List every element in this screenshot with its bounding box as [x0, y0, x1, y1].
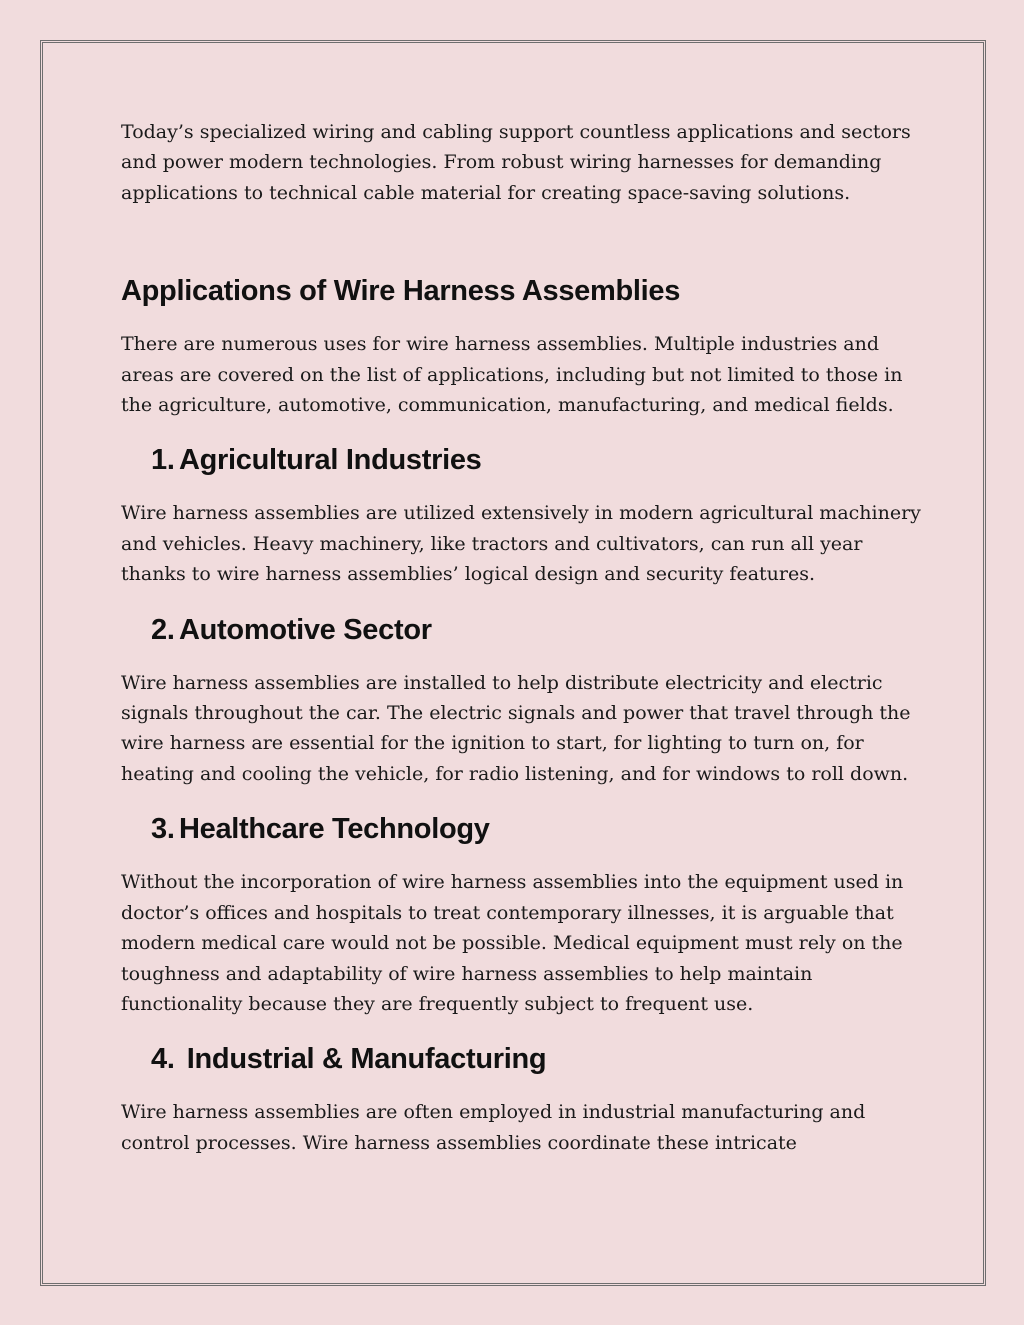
subheading-number: 2.	[151, 613, 175, 646]
document-content	[121, 117, 921, 1158]
paragraph-automotive: Wire harness assemblies are installed to help distribute electricity and electric signals throughout the car. The electric signals and power that travel through the wire harness are essential for the ignition to start, for lighting to turn on, for heating and cooling the vehicle, for radio listening, and for windows to roll down.	[121, 671, 911, 785]
subheading-number: 3.	[151, 813, 175, 846]
subheading-number: 1.	[151, 444, 175, 477]
subheading-title: Healthcare Technology	[179, 813, 490, 846]
paragraph-industrial: Wire harness assemblies are often employed in industrial manufacturing and control processes. Wire harness assemblies coordinate these intricate	[121, 1101, 866, 1154]
paragraph-agricultural: Wire harness assemblies are utilized extensively in modern agricultural machinery and vehicles. Heavy machinery, like tractors and cultivators, can run all year thanks to wire harness assemblies’ logical design and security features.	[121, 502, 921, 586]
subheading-industrial	[121, 1041, 921, 1077]
section-heading: Applications of Wire Harness Assemblies	[121, 275, 681, 308]
subheading-title: Agricultural Industries	[179, 444, 482, 477]
heading-paragraph: There are numerous uses for wire harness assemblies. Multiple industries and areas are covered on the list of applications, including but not limited to those in the agriculture, automotive, communication, manufacturing, and medical fields.	[121, 333, 903, 417]
intro-paragraph: Today’s specialized wiring and cabling support countless applications and sectors and power modern technologies. From robust wiring harnesses for demanding applications to technical cable material for creating space-saving solutions.	[121, 121, 911, 204]
subheading-healthcare	[121, 811, 921, 847]
subheading-agricultural	[121, 442, 921, 478]
paragraph-healthcare: Without the incorporation of wire harness assemblies into the equipment used in doctor’s offices and hospitals to treat contemporary illnesses, it is arguable that modern medical care would not be possible. Medical equipment must rely on the toughness and adaptability of wire harness assemblies to help maintain functionality because they are frequently subject to frequent use.	[121, 871, 904, 1015]
subheading-number: 4.	[151, 1043, 175, 1076]
subheading-automotive	[121, 612, 921, 648]
subheading-title: Automotive Sector	[179, 613, 432, 646]
subheading-title: Industrial & Manufacturing	[186, 1043, 547, 1076]
